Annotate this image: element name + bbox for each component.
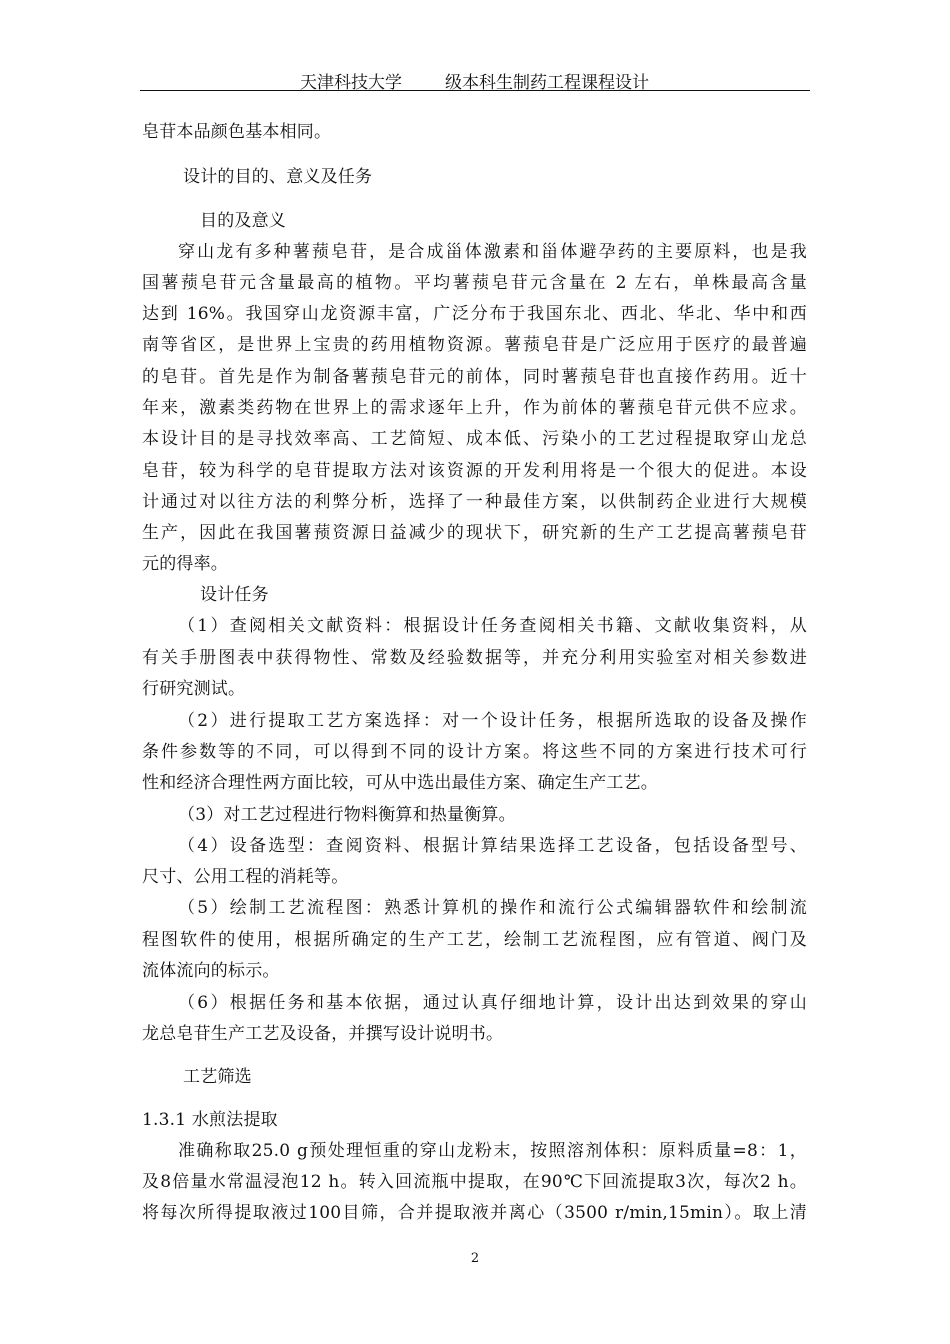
subsection-heading: 目的及意义 — [200, 211, 286, 231]
paragraph-line: 元的得率。 — [142, 554, 228, 574]
paragraph-line: 生产，因此在我国薯蓣资源日益减少的现状下，研究新的生产工艺提高薯蓣皂苷 — [142, 523, 807, 543]
paragraph-line: 达到 16%。我国穿山龙资源丰富，广泛分布于我国东北、西北、华北、华中和西 — [142, 304, 807, 324]
task-item-line: （3）对工艺过程进行物料衡算和热量衡算。 — [178, 805, 516, 825]
page-number: 2 — [470, 1251, 480, 1266]
subsection-heading: 1.3.1 水煎法提取 — [142, 1110, 278, 1130]
paragraph-line: 及8倍量水常温浸泡12 h。转入回流瓶中提取，在90℃下回流提取3次，每次2 h。 — [142, 1172, 807, 1192]
paragraph-line: 皂苷，较为科学的皂苷提取方法对该资源的开发利用将是一个很大的促进。本设 — [142, 461, 807, 481]
task-item-line: 尺寸、公用工程的消耗等。 — [142, 867, 349, 887]
task-item-line: （1）查阅相关文献资料：根据设计任务查阅相关书籍、文献收集资料，从 — [178, 616, 807, 636]
section-heading: 设计的目的、意义及任务 — [183, 167, 373, 187]
task-item-line: 条件参数等的不同，可以得到不同的设计方案。将这些不同的方案进行技术可行 — [142, 742, 807, 762]
paragraph-line: 本设计目的是寻找效率高、工艺简短、成本低、污染小的工艺过程提取穿山龙总 — [142, 429, 807, 449]
paragraph-line: 将每次所得提取液过100目筛，合并提取液并离心（3500 r/min,15min）。取上清 — [142, 1203, 807, 1223]
task-item-line: 流体流向的标示。 — [142, 961, 280, 981]
paragraph-line: 的皂苷。首先是作为制备薯蓣皂苷元的前体，同时薯蓣皂苷也直接作药用。近十 — [142, 367, 807, 387]
task-item-line: （4）设备选型：查阅资料、根据计算结果选择工艺设备，包括设备型号、 — [178, 836, 807, 856]
paragraph-line: 穿山龙有多种薯蓣皂苷，是合成甾体激素和甾体避孕药的主要原料，也是我 — [178, 242, 807, 262]
task-item-line: （2）进行提取工艺方案选择：对一个设计任务，根据所选取的设备及操作 — [178, 711, 807, 731]
running-header — [140, 66, 810, 91]
paragraph-line: 准确称取25.0 g预处理恒重的穿山龙粉末，按照溶剂体积：原料质量=8：1， — [178, 1141, 807, 1161]
section-heading: 工艺筛选 — [183, 1067, 252, 1087]
task-item-line: 行研究测试。 — [142, 679, 246, 699]
task-item-line: 龙总皂苷生产工艺及设备，并撰写设计说明书。 — [142, 1024, 504, 1044]
task-item-line: 程图软件的使用，根据所确定的生产工艺，绘制工艺流程图，应有管道、阀门及 — [142, 930, 807, 950]
paragraph-line: 国薯蓣皂苷元含量最高的植物。平均薯蓣皂苷元含量在 2 左右，单株最高含量 — [142, 273, 807, 293]
paragraph-line: 年来，激素类药物在世界上的需求逐年上升，作为前体的薯蓣皂苷元供不应求。 — [142, 398, 807, 418]
task-item-line: 性和经济合理性两方面比较，可从中选出最佳方案、确定生产工艺。 — [142, 773, 658, 793]
task-item-line: 有关手册图表中获得物性、常数及经验数据等，并充分利用实验室对相关参数进 — [142, 648, 807, 668]
subsection-heading: 设计任务 — [200, 585, 269, 605]
text-line: 皂苷本品颜色基本相同。 — [142, 122, 332, 142]
paragraph-line: 南等省区，是世界上宝贵的药用植物资源。薯蓣皂苷是广泛应用于医疗的最普遍 — [142, 335, 807, 355]
header-course-title: 级本科生制药工程课程设计 — [445, 73, 649, 93]
paragraph-line: 计通过对以往方法的利弊分析，选择了一种最佳方案，以供制药企业进行大规模 — [142, 492, 807, 512]
task-item-line: （5）绘制工艺流程图：熟悉计算机的操作和流行公式编辑器软件和绘制流 — [178, 898, 807, 918]
header-school: 天津科技大学 — [300, 73, 402, 93]
task-item-line: （6）根据任务和基本依据，通过认真仔细地计算，设计出达到效果的穿山 — [178, 993, 807, 1013]
